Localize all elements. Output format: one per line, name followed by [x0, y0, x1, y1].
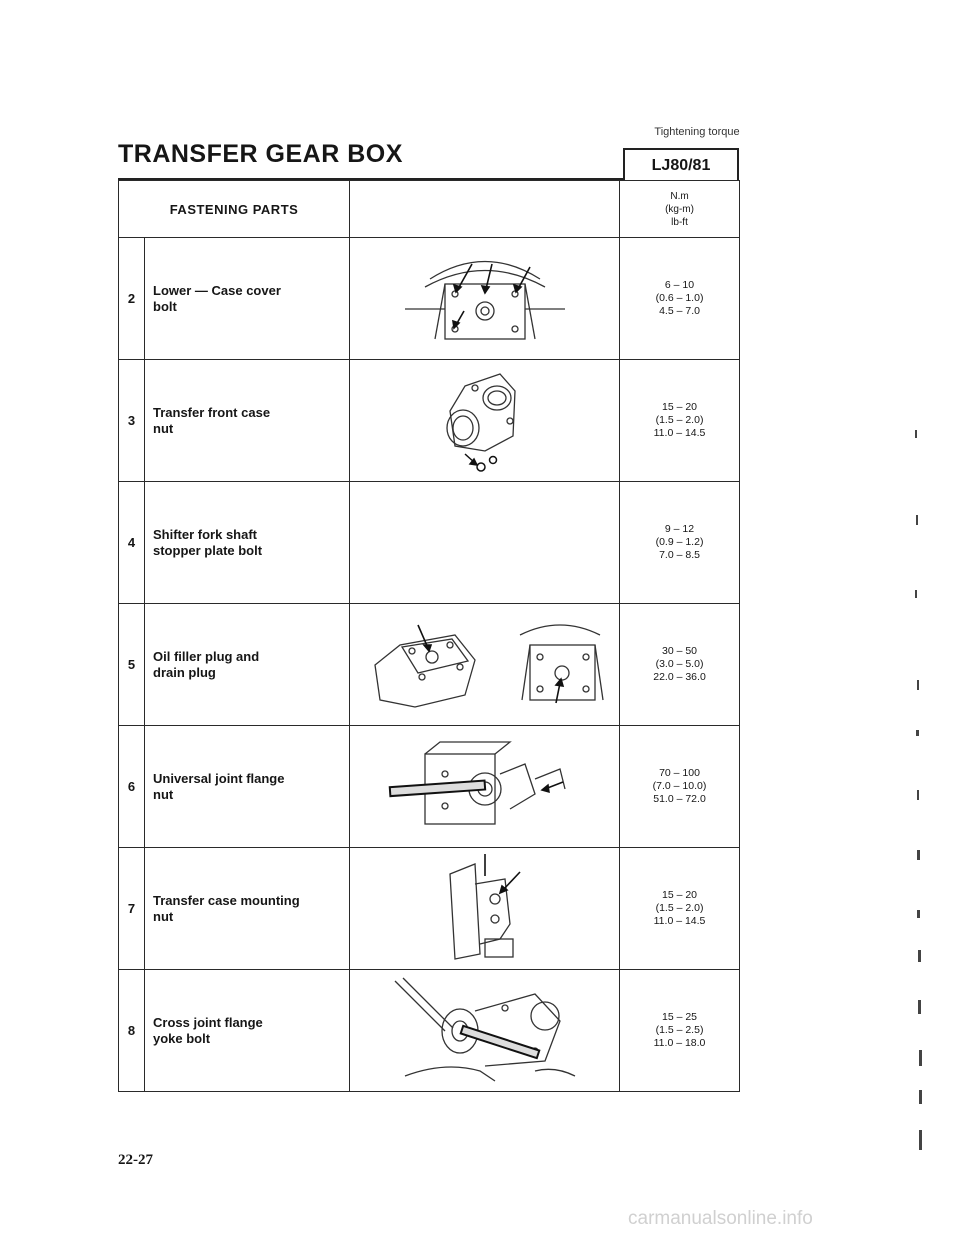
table-row — [119, 848, 740, 970]
torque-kgm: (0.9 – 1.2) — [655, 536, 704, 548]
torque-lbft: 11.0 – 14.5 — [653, 915, 706, 927]
torque-nm: 15 – 20 — [661, 889, 698, 901]
unit-nm: N.m — [670, 190, 689, 202]
table-row — [119, 360, 740, 482]
torque-lbft: 51.0 – 72.0 — [653, 793, 706, 805]
model-label: LJ80/81 — [623, 148, 739, 181]
torque-nm: 15 – 25 — [661, 1011, 698, 1023]
torque-nm: 6 – 10 — [664, 279, 695, 291]
torque-lbft: 11.0 – 14.5 — [653, 427, 706, 439]
unit-kgm: (kg-m) — [665, 203, 694, 215]
case-cover-bolt-illustration — [350, 238, 620, 360]
torque-value — [620, 360, 740, 482]
row-number: 7 — [119, 848, 145, 970]
case-cover-drawing — [390, 249, 580, 349]
part-name: Cross joint flange yoke bolt — [145, 970, 350, 1092]
row-number: 2 — [119, 238, 145, 360]
torque-nm: 70 – 100 — [659, 767, 700, 779]
page-title: TRANSFER GEAR BOX — [118, 140, 403, 168]
flange-nut-drawing — [385, 734, 585, 839]
mounting-bracket-drawing — [425, 854, 545, 964]
torque-value — [620, 726, 740, 848]
torque-units-header — [620, 181, 740, 238]
torque-lbft: 22.0 – 36.0 — [653, 671, 706, 683]
flange-nut-illustration — [350, 726, 620, 848]
torque-nm: 30 – 50 — [661, 645, 698, 657]
mounting-nut-illustration — [350, 848, 620, 970]
part-name: Shifter fork shaft stopper plate bolt — [145, 482, 350, 604]
table-row — [119, 482, 740, 604]
part-name: Oil filler plug and drain plug — [145, 604, 350, 726]
empty-illustration-cell — [350, 482, 620, 604]
row-number: 3 — [119, 360, 145, 482]
torque-kgm: (7.0 – 10.0) — [652, 780, 707, 792]
yoke-bolt-drawing — [385, 976, 585, 1086]
part-name: Transfer front case nut — [145, 360, 350, 482]
table-row — [119, 238, 740, 360]
page-number: 22-27 — [118, 1152, 153, 1168]
torque-kgm: (3.0 – 5.0) — [655, 658, 704, 670]
scan-edge-marks — [895, 90, 935, 1170]
row-number: 4 — [119, 482, 145, 604]
watermark: carmanualsonline.info — [628, 1208, 813, 1229]
row-number: 5 — [119, 604, 145, 726]
torque-value — [620, 238, 740, 360]
torque-lbft: 11.0 – 18.0 — [653, 1037, 706, 1049]
oil-plug-drawing — [360, 615, 610, 715]
part-name: Universal joint flange nut — [145, 726, 350, 848]
table-row — [119, 604, 740, 726]
torque-kgm: (0.6 – 1.0) — [655, 292, 704, 304]
table-row — [119, 726, 740, 848]
torque-value — [620, 848, 740, 970]
yoke-bolt-illustration — [350, 970, 620, 1092]
illustration-header-cell — [350, 181, 620, 238]
torque-value — [620, 970, 740, 1092]
front-case-drawing — [415, 366, 555, 476]
part-name: Lower — Case cover bolt — [145, 238, 350, 360]
fastening-parts-header: FASTENING PARTS — [119, 181, 350, 238]
row-number: 6 — [119, 726, 145, 848]
torque-kgm: (1.5 – 2.0) — [655, 414, 704, 426]
part-name: Transfer case mounting nut — [145, 848, 350, 970]
torque-lbft: 7.0 – 8.5 — [659, 549, 700, 561]
table-header-row — [119, 181, 740, 238]
torque-kgm: (1.5 – 2.5) — [655, 1024, 704, 1036]
torque-value — [620, 482, 740, 604]
torque-caption: Tightening torque — [654, 126, 740, 138]
table-row — [119, 970, 740, 1092]
torque-nm: 15 – 20 — [661, 401, 698, 413]
front-case-nut-illustration — [350, 360, 620, 482]
oil-plug-illustration — [350, 604, 620, 726]
fastening-parts-table — [118, 180, 740, 1092]
torque-value — [620, 604, 740, 726]
torque-kgm: (1.5 – 2.0) — [655, 902, 704, 914]
unit-lbft: lb-ft — [671, 216, 688, 228]
torque-nm: 9 – 12 — [664, 523, 695, 535]
torque-lbft: 4.5 – 7.0 — [659, 305, 700, 317]
row-number: 8 — [119, 970, 145, 1092]
